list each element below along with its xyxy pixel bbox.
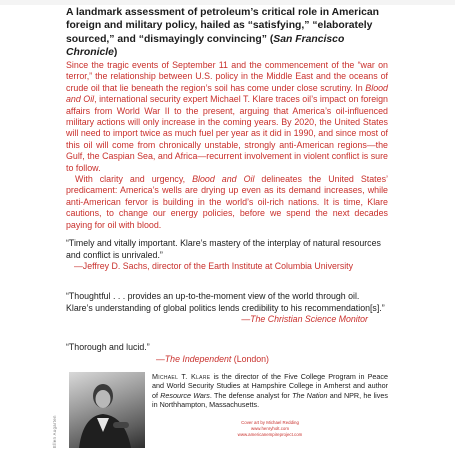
blurb-p2-text-b: delineates the United States’ predicament: America’s wells are drying up even as its demand increases, while anti-American fervor is building in the world’s oil-rich nations. It is time, Klare cautions, to change our energy policies, before we spend the next decades paying for oil with blood. xyxy=(66,174,388,230)
review-quote-1 xyxy=(66,238,388,273)
bio-book-title: Resource Wars xyxy=(160,390,210,400)
bio-magazine: The Nation xyxy=(292,390,328,400)
book-title: Blood and Oil xyxy=(192,174,255,185)
blurb xyxy=(66,60,388,231)
project-website: www.americanempireproject.com xyxy=(237,431,303,437)
author-bio xyxy=(152,372,388,410)
headline xyxy=(66,6,388,59)
quote-attribution: —Jeffrey D. Sachs, director of the Earth Institute at Columbia University xyxy=(74,261,354,271)
cover-credits xyxy=(152,420,388,437)
review-quote-2 xyxy=(66,291,388,326)
quote-attribution: —The Christian Science Monitor xyxy=(241,314,368,324)
quote-attribution xyxy=(66,354,388,366)
cover-art-credit: Cover art by Michael Redding xyxy=(241,420,299,425)
quote-text: “Timely and vitally important. Klare’s mastery of the interplay of natural resources and conflict is unrivaled.” xyxy=(66,238,381,260)
blurb-p2-text-a: With clarity and urgency, xyxy=(75,174,193,185)
blurb-paragraph-1 xyxy=(66,60,388,174)
quote-attribution-place: (London) xyxy=(231,353,269,364)
headline-close: ) xyxy=(113,46,118,58)
photo-credit: Ellen Augarten xyxy=(52,415,57,448)
author-silhouette-icon xyxy=(69,372,145,448)
blurb-p1-text-b: , international security expert Michael T. Klare traces oil’s impact on foreign affairs from World War II to the present, arguing that America’s oil-influenced military actions will only increase in the coming years. By 2020, the United States will need to import twice as much fuel per year as it did in 1990, and since most of this oil will come from chronically unstable, strongly anti-American regions—the Gulf, the Caspian Sea, and Africa—recurrent involvement in violent conflict is sure to follow. xyxy=(66,94,388,173)
bio-text-c: and NPR, he lives in Northhampton, Massachusetts. xyxy=(152,390,388,410)
blurb-paragraph-2 xyxy=(66,174,388,231)
quote-text: “Thorough and lucid.” xyxy=(66,342,150,352)
quote-text: “Thoughtful . . . provides an up-to-the-moment view of the world through oil. Klare’s understanding of global politics lends credibility to his recommendation[s].” xyxy=(66,291,385,313)
blurb-p1-text-a: Since the tragic events of September 11 and the commencement of the “war on terror,” the relationship between U.S. policy in the Middle East and the oceans of crude oil that lie beneath the region’s soil has come under close scrutiny. In xyxy=(66,60,388,93)
author-name: Michael T. Klare xyxy=(152,372,211,381)
top-edge-strip xyxy=(0,0,455,5)
bio-text-b: . The defense analyst for xyxy=(209,390,293,400)
review-quote-3 xyxy=(66,342,388,365)
publisher-website: www.henryholt.com xyxy=(250,425,290,431)
headline-text: A landmark assessment of petroleum’s critical role in American foreign and military policy, hailed as “satisfying,” “elaborately sourced,” and “dismayingly convincing” ( xyxy=(66,7,379,45)
book-title: Blood and Oil xyxy=(66,82,388,105)
headline-source: San Francisco Chronicle xyxy=(66,33,345,58)
quote-attribution-title: —The Independent xyxy=(156,353,232,364)
bio-text-a: is the director of the Five College Program in Peace and World Security Studies at Hampshire College in Amherst and author of xyxy=(152,372,388,400)
author-photo xyxy=(69,372,145,448)
